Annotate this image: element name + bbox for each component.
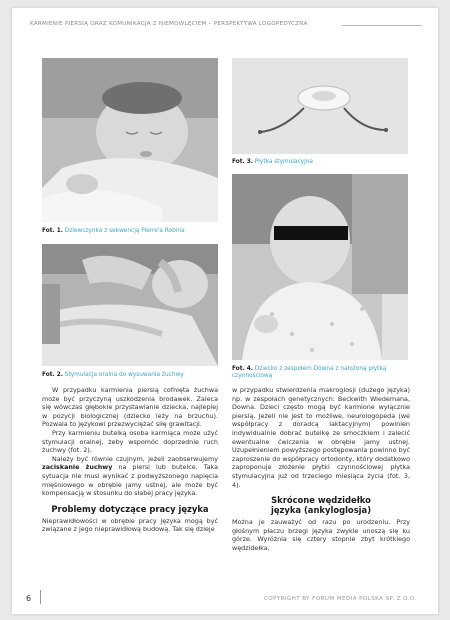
photo-3-image bbox=[232, 58, 408, 154]
caption-fig2 bbox=[42, 372, 222, 379]
photo-2 bbox=[42, 244, 218, 366]
section-heading-tongue: Problemy dotyczące pracy języka bbox=[51, 503, 209, 514]
section-heading-frenulum: Skrócone wędzidełko języka (ankyloglosja) bbox=[270, 495, 372, 516]
right-column bbox=[232, 386, 410, 553]
copyright-notice: COPYRIGHT BY FORUM MEDIA POLSKA SP. Z O.O. bbox=[264, 596, 417, 602]
photo-1 bbox=[42, 58, 218, 222]
caption-fig3 bbox=[232, 159, 412, 166]
caption-fig3-text: Płytka stymulacyjna bbox=[254, 159, 313, 165]
caption-fig2-label: Fot. 2. bbox=[42, 372, 63, 378]
footer-rule bbox=[40, 590, 41, 604]
photo-2-image bbox=[42, 244, 218, 366]
running-header: KARMIENIE PIERSIĄ ORAZ KOMUNIKACJA Z NIEMOWLĘCIEM – PERSPEKTYWA LOGOPEDYCZNA bbox=[30, 21, 308, 27]
right-paragraph-1: w przypadku stwierdzenia makroglosji (dużego języka) np. w zespołach genetycznych: Beckwith Wiedemana, Downa. Dzieci często mogą być karmione wyłącznie piersią. Jeżeli nie jest to możliwe, neurologopeda (we współpracy z doradcą laktacyjnym) powinien indywidualnie dobrać butelkę ze smoczkiem i zalecić ewentualne ćwiczenia w obrębie jamy ustnej. Uzupełnieniem powyższego postępowania powinno być zaproszenie do współpracy ortodonty, który dodatkowo zaproponuje złożenie płytki czynnościowej płytka stymulacyjna już od trzeciego miesiąca życia (fot. 3, 4). bbox=[232, 386, 410, 489]
caption-fig4-text: Dziecko z zespołem Downa z nałożoną płytką czynnościową bbox=[232, 366, 387, 380]
header-rule bbox=[342, 25, 422, 26]
caption-fig4-label: Fot. 4. bbox=[232, 366, 253, 372]
right-paragraph-2: Można je zauważyć od razu po urodzeniu. Przy głośnym płaczu brzegi języka zwykle unoszą się ku górze. Wyróżnia się cztery stopnie zbyt krótkiego wędzidełka, bbox=[232, 518, 410, 552]
left-paragraph-3-end: na piersi lub butelce. Taka sytuacja nie musi wynikać z podwyższonego napięcia mięśniowego w obrębie jamy ustnej, ale może być kompensacją w stosunku do słabej pracy języka. bbox=[42, 463, 218, 498]
photo-4-image bbox=[232, 174, 408, 360]
photo-3 bbox=[232, 58, 408, 154]
caption-fig1-label: Fot. 1. bbox=[42, 228, 63, 234]
caption-fig3-label: Fot. 3. bbox=[232, 159, 253, 165]
left-paragraph-4: Nieprawidłowości w obrębie pracy języka mogą być związane z jego nieprawidłową budową. Tak się dzieje bbox=[42, 516, 218, 534]
keyword-jaw-clenching: zaciskanie żuchwy bbox=[42, 463, 113, 472]
caption-fig2-text: Stymulacja oralna do wysuwania żuchwy bbox=[64, 372, 184, 378]
left-column bbox=[42, 386, 218, 534]
document-page bbox=[12, 8, 438, 614]
page-number: 6 bbox=[26, 594, 32, 603]
left-paragraph-3-start: Należy być równie czujnym, jeżeli zaobserwujemy bbox=[52, 454, 218, 463]
left-paragraph-2: Przy karmieniu butelką osoba karmiąca może użyć stymulacji oralnej, żeby wspomóc doprzednie ruch żuchwy (fot. 2). bbox=[42, 428, 218, 455]
left-paragraph-1: W przypadku karmienia piersią cofnięta żuchwa może być przyczyną uszkodzenia brodawek. Zaleca się wówczas głębokie przystawianie dziecka, najlepiej w pozycji biologicznej (dziecko leży na brzuchu). Pozwala to językowi przezwyciężać siłę grawitacji. bbox=[42, 386, 218, 429]
photo-1-image bbox=[42, 58, 218, 222]
caption-fig4 bbox=[232, 366, 412, 381]
left-paragraph-3 bbox=[42, 455, 218, 498]
photo-4 bbox=[232, 174, 408, 360]
caption-fig1-text: Dziewczynka z sekwencją Pierre'a Robina bbox=[64, 228, 185, 234]
caption-fig1 bbox=[42, 228, 222, 235]
